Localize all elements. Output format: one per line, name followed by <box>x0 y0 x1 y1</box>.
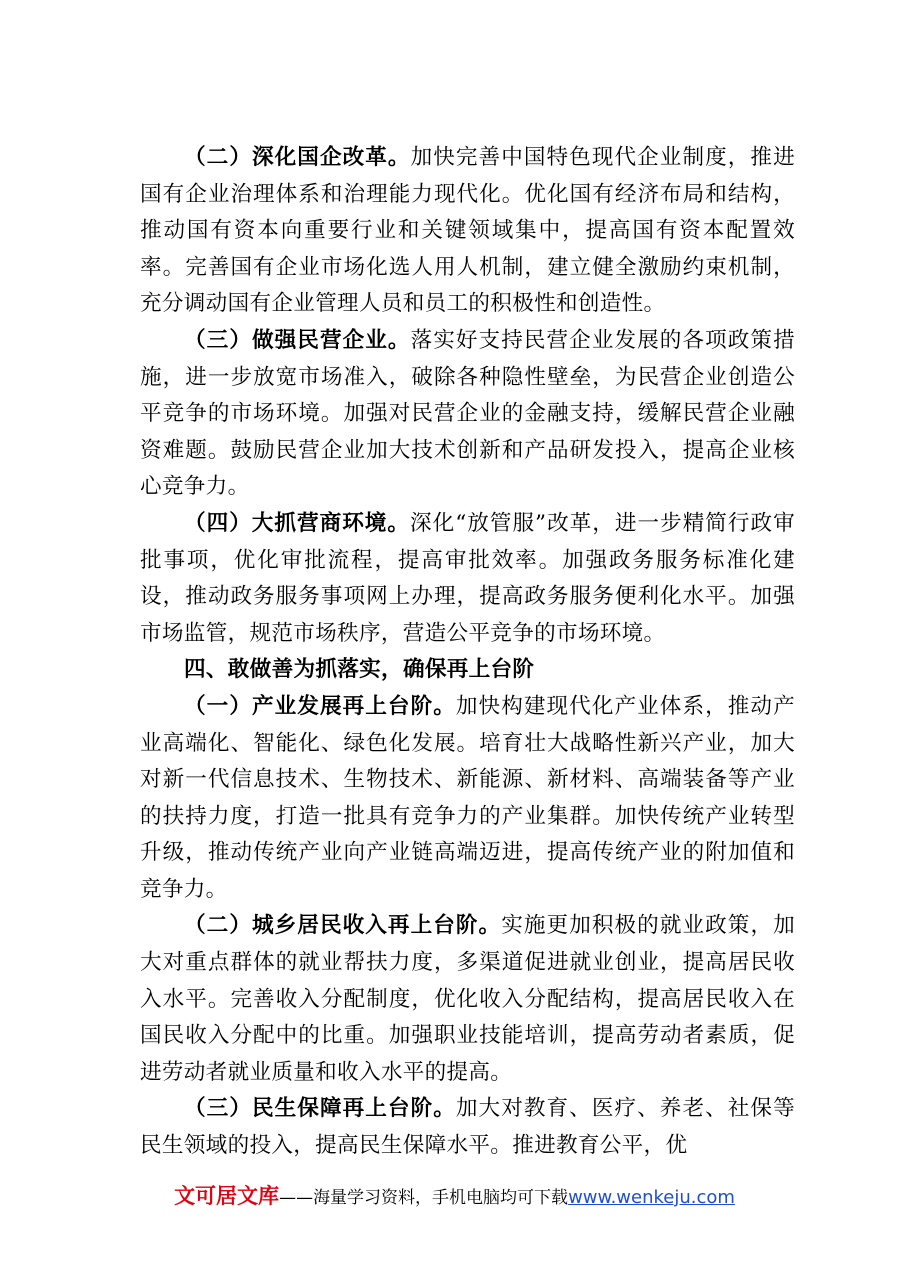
document-body <box>140 140 795 1165</box>
paragraph-text: 加快完善中国特色现代企业制度，推进国有企业治理体系和治理能力现代化。优化国有经济布局和结构，推动国有资本向重要行业和关键领域集中，提高国有资本配置效率。完善国有企业市场化选人用人机制，建立健全激励约束机制，充分调动国有企业管理人员和员工的积极性和创造性。 <box>140 145 795 317</box>
paragraph-resident-income <box>140 908 795 1091</box>
paragraph-lead: （四）大抓营商环境。 <box>184 510 410 536</box>
paragraph-text: 深化“放管服”改革，进一步精简行政审批事项，优化审批流程，提高审批效率。加强政务服务标准化建设，推动政务服务事项网上办理，提高政务服务便利化水平。加强市场监管，规范市场秩序，营造公平竞争的市场环境。 <box>140 510 795 646</box>
paragraph-deepen-soe-reform <box>140 140 795 323</box>
paragraph-text: 加快构建现代化产业体系，推动产业高端化、智能化、绿色化发展。培育壮大战略性新兴产业，加大对新一代信息技术、生物技术、新能源、新材料、高端装备等产业的扶持力度，打造一批具有竞争力的产业集群。加快传统产业转型升级，推动传统产业向产业链高端迈进，提高传统产业的附加值和竞争力。 <box>140 693 795 902</box>
paragraph-industry-development <box>140 689 795 909</box>
footer-slogan: ——海量学习资料，手机电脑均可下载 <box>279 1188 569 1208</box>
footer-website-link[interactable]: www.wenkeju.com <box>568 1187 735 1208</box>
paragraph-strengthen-private-enterprise <box>140 323 795 506</box>
paragraph-livelihood-security <box>140 1091 795 1164</box>
paragraph-text: 实施更加积极的就业政策，加大对重点群体的就业帮扶力度，多渠道促进就业创业，提高居民收入水平。完善收入分配制度，优化收入分配结构，提高居民收入在国民收入分配中的比重。加强职业技能培训，提高劳动者素质，促进劳动者就业质量和收入水平的提高。 <box>140 913 796 1085</box>
paragraph-text: 落实好支持民营企业发展的各项政策措施，进一步放宽市场准入，破除各种隐性壁垒，为民营企业创造公平竞争的市场环境。加强对民营企业的金融支持，缓解民营企业融资难题。鼓励民营企业加大技术创新和产品研发投入，提高企业核心竞争力。 <box>140 327 795 500</box>
paragraph-lead: （二）深化国企改革。 <box>184 145 411 170</box>
footer-brand: 文可居文库 <box>174 1184 280 1208</box>
section-heading: 四、敢做善为抓落实，确保再上台阶 <box>184 657 535 683</box>
paragraph-business-environment <box>140 506 795 652</box>
page-footer <box>0 1183 909 1211</box>
paragraph-lead: （一）产业发展再上台阶。 <box>184 693 456 719</box>
paragraph-lead: （三）做强民营企业。 <box>184 327 411 353</box>
paragraph-lead: （二）城乡居民收入再上台阶。 <box>184 913 502 939</box>
paragraph-text: 加大对教育、医疗、养老、社保等民生领域的投入，提高民生保障水平。推进教育公平，优 <box>140 1096 795 1159</box>
paragraph-lead: （三）民生保障再上台阶。 <box>184 1096 456 1122</box>
